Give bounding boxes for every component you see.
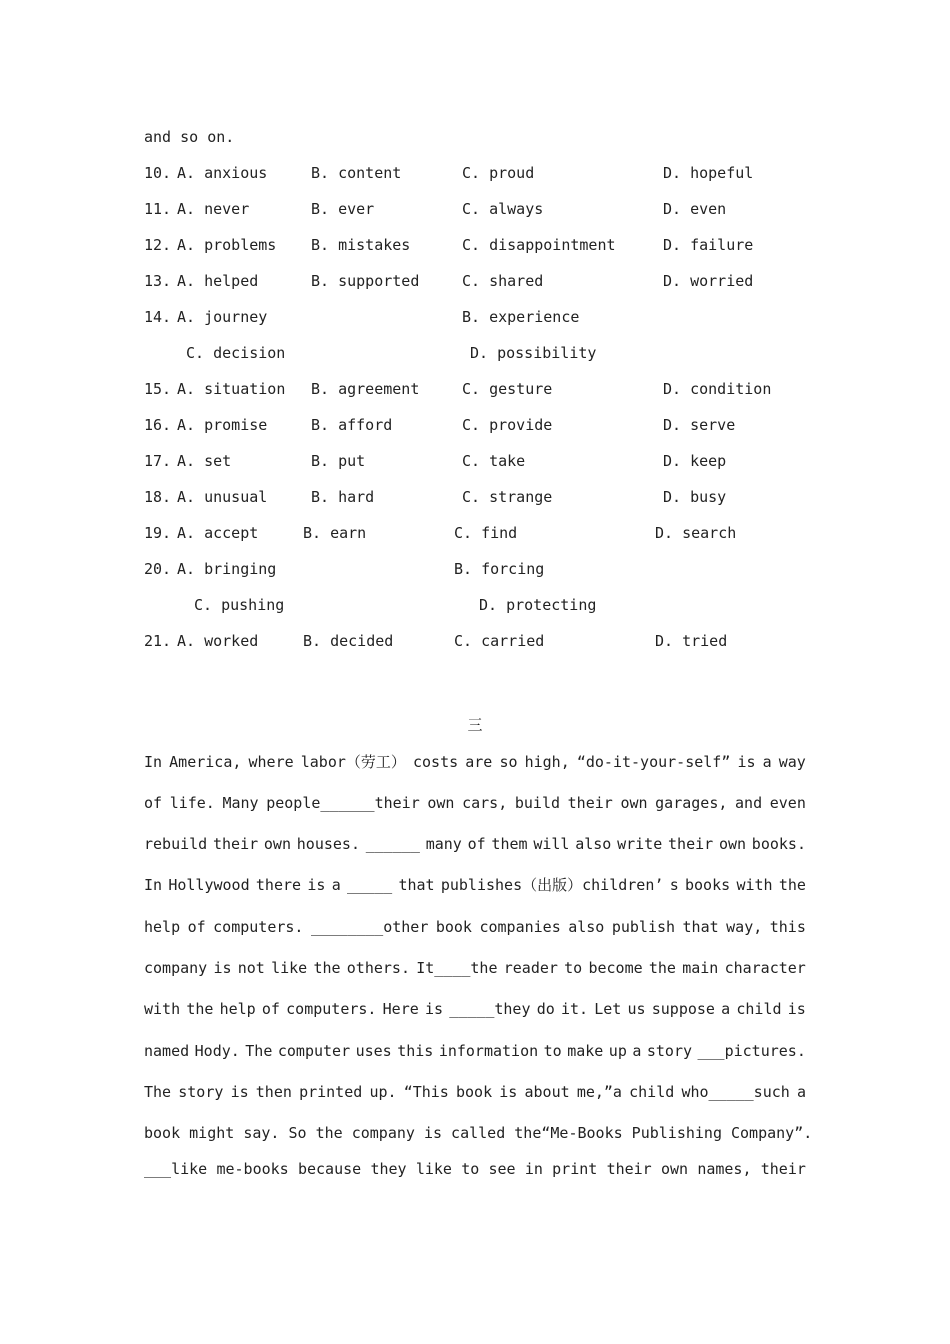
option-d: D. tried bbox=[655, 632, 728, 650]
question-number: 21. bbox=[144, 632, 172, 650]
option-b: B. earn bbox=[303, 524, 367, 542]
question-number: 12. bbox=[144, 236, 172, 254]
option-c: C. pushing bbox=[194, 596, 285, 614]
option-d: D. search bbox=[655, 524, 737, 542]
option-a: A. situation bbox=[177, 380, 286, 398]
passage-line: ___like me-books because they like to see in print their own names, their bbox=[144, 1160, 806, 1178]
option-c: C. always bbox=[462, 200, 544, 218]
option-b: B. agreement bbox=[311, 380, 420, 398]
option-c: C. disappointment bbox=[462, 236, 616, 254]
option-a: A. anxious bbox=[177, 164, 268, 182]
option-d: D. hopeful bbox=[663, 164, 754, 182]
question-number: 13. bbox=[144, 272, 172, 290]
option-c: C. decision bbox=[186, 344, 286, 362]
passage-line: The story is then printed up. “This book is about me,”a child who_____such a bbox=[144, 1083, 806, 1101]
question-number: 17. bbox=[144, 452, 172, 470]
option-d: D. possibility bbox=[470, 344, 597, 362]
option-b: B. forcing bbox=[454, 560, 545, 578]
passage-line: rebuild their own houses. ______ many of them will also write their own books. bbox=[144, 835, 806, 853]
option-c: C. proud bbox=[462, 164, 535, 182]
option-d: D. serve bbox=[663, 416, 736, 434]
question-number: 18. bbox=[144, 488, 172, 506]
passage-line: company is not like the others. It____the reader to become the main character bbox=[144, 959, 806, 977]
passage-line: book might say. So the company is called the“Me-Books Publishing Company”. bbox=[144, 1124, 813, 1142]
passage-line: help of computers. ________other book companies also publish that way, this bbox=[144, 918, 806, 936]
option-d: D. keep bbox=[663, 452, 727, 470]
option-a: A. set bbox=[177, 452, 232, 470]
option-d: D. worried bbox=[663, 272, 754, 290]
option-a: A. helped bbox=[177, 272, 259, 290]
option-b: B. experience bbox=[462, 308, 580, 326]
option-d: D. busy bbox=[663, 488, 727, 506]
question-number: 11. bbox=[144, 200, 172, 218]
option-a: A. promise bbox=[177, 416, 268, 434]
option-c: C. carried bbox=[454, 632, 545, 650]
option-a: A. journey bbox=[177, 308, 268, 326]
question-number: 14. bbox=[144, 308, 172, 326]
option-b: B. content bbox=[311, 164, 402, 182]
option-d: D. even bbox=[663, 200, 727, 218]
option-c: C. provide bbox=[462, 416, 553, 434]
top-line: and so on. bbox=[144, 128, 235, 146]
passage-line: In Hollywood there is a _____ that publishes（出版）children’ s books with the bbox=[144, 876, 806, 894]
option-c: C. strange bbox=[462, 488, 553, 506]
option-b: B. supported bbox=[311, 272, 420, 290]
passage-line: In America, where labor（劳工） costs are so high, “do-it-your-self” is a way bbox=[144, 753, 806, 771]
option-c: C. gesture bbox=[462, 380, 553, 398]
option-b: B. decided bbox=[303, 632, 394, 650]
option-b: B. put bbox=[311, 452, 366, 470]
passage-line: of life. Many people______their own cars, build their own garages, and even bbox=[144, 794, 806, 812]
option-b: B. hard bbox=[311, 488, 375, 506]
passage-line: with the help of computers. Here is _____they do it. Let us suppose a child is bbox=[144, 1000, 806, 1018]
option-a: A. never bbox=[177, 200, 250, 218]
option-c: C. shared bbox=[462, 272, 544, 290]
section-heading: 三 bbox=[467, 716, 483, 734]
question-number: 20. bbox=[144, 560, 172, 578]
option-c: C. find bbox=[454, 524, 518, 542]
option-a: A. unusual bbox=[177, 488, 268, 506]
option-a: A. bringing bbox=[177, 560, 277, 578]
option-c: C. take bbox=[462, 452, 526, 470]
question-number: 15. bbox=[144, 380, 172, 398]
option-b: B. ever bbox=[311, 200, 375, 218]
option-d: D. failure bbox=[663, 236, 754, 254]
question-number: 19. bbox=[144, 524, 172, 542]
question-number: 16. bbox=[144, 416, 172, 434]
option-a: A. accept bbox=[177, 524, 259, 542]
option-b: B. mistakes bbox=[311, 236, 411, 254]
option-a: A. problems bbox=[177, 236, 277, 254]
option-d: D. condition bbox=[663, 380, 772, 398]
passage-line: named Hody. The computer uses this information to make up a story ___pictures. bbox=[144, 1042, 806, 1060]
option-d: D. protecting bbox=[479, 596, 597, 614]
question-number: 10. bbox=[144, 164, 172, 182]
option-b: B. afford bbox=[311, 416, 393, 434]
option-a: A. worked bbox=[177, 632, 259, 650]
